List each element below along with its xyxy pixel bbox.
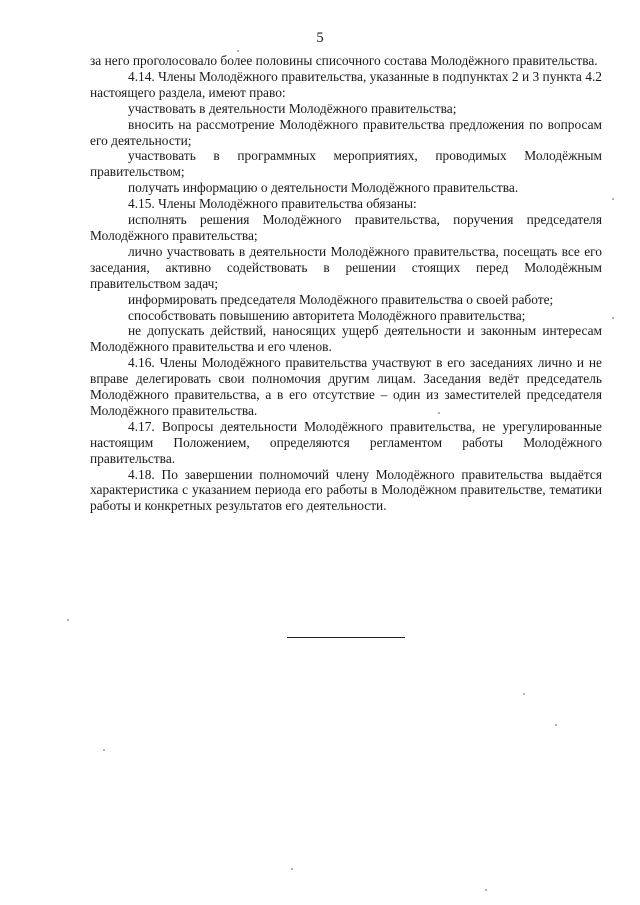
scan-speck <box>523 693 525 695</box>
paragraph: 4.18. По завершении полномочий члену Молодёжного правительства выдаётся характеристика с указанием периода его работы в Молодёжном правительстве, тематики работы и конкретных результатов его деятельности. <box>90 466 602 514</box>
page-number: 5 <box>316 30 324 46</box>
paragraph: участвовать в программных мероприятиях, проводимых Молодёжным правительством; <box>90 148 602 180</box>
scan-speck <box>67 619 69 621</box>
scan-speck <box>438 412 440 414</box>
paragraph: вносить на рассмотрение Молодёжного правительства предложения по вопросам его деятельности; <box>90 116 602 148</box>
scan-speck <box>612 317 614 319</box>
scan-speck <box>485 889 487 891</box>
end-of-document-rule <box>287 637 405 638</box>
paragraph: 4.15. Члены Молодёжного правительства обязаны: <box>128 196 417 212</box>
paragraph: исполнять решения Молодёжного правительства, поручения председателя Молодёжного правительства; <box>90 212 602 243</box>
paragraph: не допускать действий, наносящих ущерб деятельности и законным интересам Молодёжного правительства и его членов. <box>90 323 602 355</box>
scan-speck <box>103 749 105 751</box>
scan-speck <box>291 868 293 870</box>
scan-speck <box>612 198 614 200</box>
paragraph: за него проголосовало более половины списочного состава Молодёжного правительства. <box>90 53 598 68</box>
paragraph: информировать председателя Молодёжного правительства о своей работе; <box>128 291 554 307</box>
scan-speck <box>555 724 557 726</box>
paragraph: 4.14. Члены Молодёжного правительства, указанные в подпунктах 2 и 3 пункта 4.2 настоящего раздела, имеют право: <box>90 68 602 100</box>
paragraph: способствовать повышению авторитета Молодёжного правительства; <box>128 307 526 323</box>
scan-speck <box>237 50 239 52</box>
paragraph: лично участвовать в деятельности Молодёжного правительства, посещать все его заседания, активно содействовать в решении стоящих перед Молодёжным правительством задач; <box>90 243 602 291</box>
paragraph: участвовать в деятельности Молодёжного правительства; <box>128 100 457 116</box>
document-body <box>90 53 602 514</box>
paragraph: 4.17. Вопросы деятельности Молодёжного правительства, не урегулированные настоящим Положением, определяются регламентом работы Молодёжного правительства. <box>90 418 602 466</box>
paragraph: 4.16. Члены Молодёжного правительства участвуют в его заседаниях лично и не вправе делегировать свои полномочия другим лицам. Заседания ведёт председатель Молодёжного правительства, а в его отсутствие – один из заместителей председателя Молодёжного правительства. <box>90 355 602 418</box>
paragraph: получать информацию о деятельности Молодёжного правительства. <box>128 180 519 196</box>
